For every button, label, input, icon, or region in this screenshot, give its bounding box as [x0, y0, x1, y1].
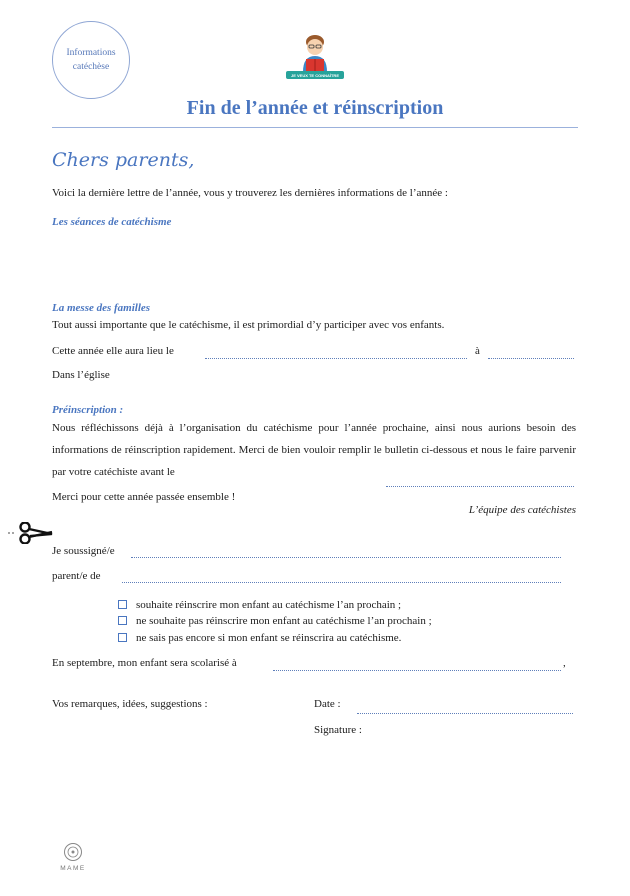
seances-heading: Les séances de catéchisme	[52, 216, 172, 228]
preinscription-heading: Préinscription :	[52, 404, 124, 416]
badge-line-2: catéchèse	[72, 62, 110, 72]
child-reading-icon	[282, 32, 348, 84]
mame-logo	[56, 842, 90, 878]
messe-at-label: à	[475, 345, 480, 357]
greeting: Chers parents,	[52, 149, 195, 171]
checkbox-ne-pas-reinscrire[interactable]	[118, 616, 127, 625]
info-badge	[52, 21, 130, 99]
date-label: Date :	[314, 698, 341, 710]
option-ne-pas-reinscrire-label: ne souhaite pas réinscrire mon enfant au catéchisme l’an prochain ;	[136, 615, 432, 627]
option-ne-sais-pas-label: ne sais pas encore si mon enfant se réinscrira au catéchisme.	[136, 632, 402, 644]
soussigne-label: Je soussigné/e	[52, 545, 115, 557]
mame-brand: MAME	[60, 865, 86, 872]
messe-heading: La messe des familles	[52, 302, 151, 314]
title-rule	[52, 127, 578, 128]
parent-field[interactable]	[122, 582, 561, 583]
checkbox-ne-sais-pas[interactable]	[118, 633, 127, 642]
badge-line-1: Informations	[66, 48, 116, 58]
signature-label: Signature :	[314, 724, 362, 736]
date-field[interactable]	[357, 713, 573, 714]
team-signature: L’équipe des catéchistes	[468, 504, 576, 516]
option-reinscrire[interactable]	[118, 599, 401, 611]
soussigne-field[interactable]	[131, 557, 561, 558]
parent-label: parent/e de	[52, 570, 101, 582]
checkbox-reinscrire[interactable]	[118, 600, 127, 609]
intro-text: Voici la dernière lettre de l’année, vous y trouverez les dernières informations de l’année :	[52, 187, 448, 199]
messe-date-label: Cette année elle aura lieu le	[52, 345, 174, 357]
option-ne-pas-reinscrire[interactable]	[118, 615, 432, 627]
preinscription-deadline-field[interactable]	[386, 486, 574, 487]
september-label: En septembre, mon enfant sera scolarisé à	[52, 657, 237, 669]
mame-emblem-icon	[63, 842, 83, 862]
messe-time-field[interactable]	[488, 358, 574, 359]
messe-church-label: Dans l’église	[52, 369, 110, 381]
option-reinscrire-label: souhaite réinscrire mon enfant au catéchisme l’an prochain ;	[136, 599, 402, 611]
page-title: Fin de l’année et réinscription	[186, 97, 444, 119]
preinscription-paragraph: Nous réfléchissons déjà à l’organisation du catéchisme pour l’année prochaine, ainsi nous aurions besoin des informations de réinscription rapidement. Merci de bien vouloir remplir le bulletin ci-dessous et nous le faire parvenir par votre catéchiste avant le	[52, 422, 576, 478]
scissors-icon	[8, 522, 58, 544]
logo-banner-text: JE VEUX TE CONNAÎTRE	[290, 73, 340, 78]
thanks-text: Merci pour cette année passée ensemble !	[52, 491, 236, 503]
option-ne-sais-pas[interactable]	[118, 632, 401, 644]
september-end: ,	[563, 657, 566, 669]
messe-date-field[interactable]	[205, 358, 467, 359]
remarks-label: Vos remarques, idées, suggestions :	[52, 698, 208, 710]
school-field[interactable]	[273, 670, 561, 671]
messe-text: Tout aussi importante que le catéchisme, il est primordial d’y participer avec vos enfants.	[52, 319, 445, 331]
